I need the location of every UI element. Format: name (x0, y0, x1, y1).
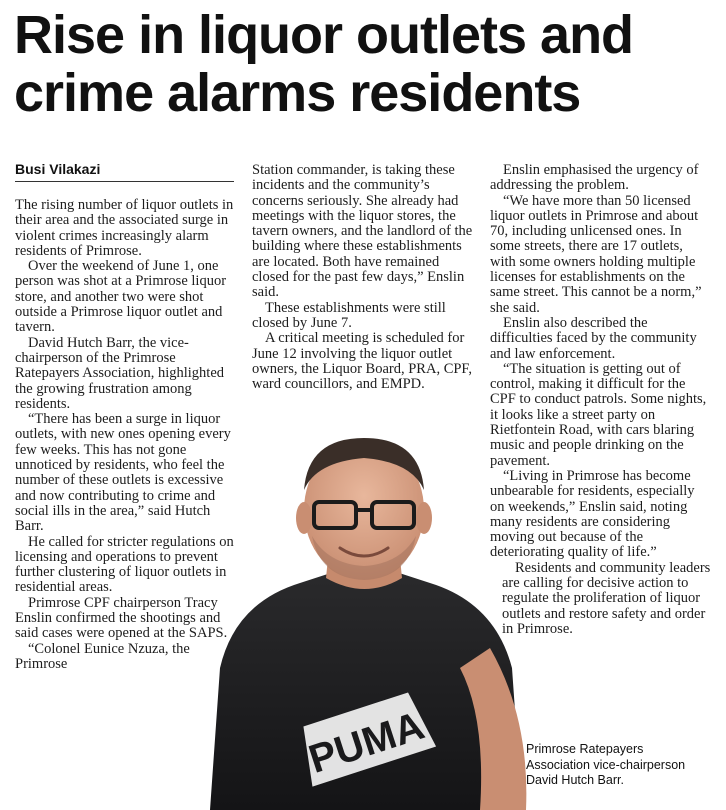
shirt-logo-text: PUMA (303, 703, 430, 782)
paragraph: Station commander, is taking these incidents and the community’s concerns seriously. She already had meetings with the liquor stores, the tavern owners, and the landlord of the building where these establishments are located. Both have remained closed for the past few days,” Enslin said. (252, 162, 473, 301)
paragraph: A critical meeting is scheduled for June 12 involving the liquor outlet owners, the Liquor Board, PRA, CPF, ward councillors, and EMPD. (252, 330, 472, 393)
paragraph: Enslin also described the difficulties faced by the community and law enforcement. (490, 314, 697, 362)
article-column-2 (252, 163, 474, 392)
caption-line: David Hutch Barr. (526, 773, 624, 787)
portrait-illustration (190, 418, 538, 810)
headline-line-2: crime alarms residents (14, 63, 581, 123)
headline-line-1: Rise in liquor outlets and (14, 5, 634, 65)
paragraph: These establishments were still closed by June 7. (252, 299, 446, 331)
paragraph: Primrose CPF chairperson Tracy Enslin confirmed the shootings and said cases were opened at the SAPS. (15, 594, 228, 642)
paragraph: Over the weekend of June 1, one person was shot at a Primrose liquor store, and another two were shot outside a Primrose liquor outlet and tavern. (15, 258, 227, 336)
portrait-photo (190, 418, 538, 810)
caption-line: Association vice-chairperson (526, 757, 686, 772)
photo-caption (526, 742, 722, 789)
caption-line: Primrose Ratepayers (526, 742, 644, 756)
paragraph: “Colonel Eunice Nzuza, the Primrose (15, 640, 190, 672)
paragraph: “We have more than 50 licensed liquor outlets in Primrose and about 70, including unlicensed ones. In some streets, there are 17 outlets, with some owners holding multiple licenses for establishments on the same street. This cannot be a norm,” she said. (490, 192, 702, 316)
paragraph: The rising number of liquor outlets in their area and the associated surge in violent crimes increasingly alarm residents of Primrose. (15, 197, 234, 259)
byline: Busi Vilakazi (15, 160, 234, 182)
paragraph: “Living in Primrose has become unbearable for residents, especially on weekends,” Enslin said, noting many residents are considering moving out because of the deteriorating quality of life.” (490, 467, 695, 561)
paragraph: Enslin emphasised the urgency of addressing the problem. (490, 162, 699, 194)
headline (14, 6, 718, 122)
paragraph: Residents and community leaders are calling for decisive action to regulate the proliferation of liquor outlets and restore safety and order in Primrose. (502, 559, 711, 637)
paragraph: “The situation is getting out of control, making it difficult for the CPF to conduct patrols. Some nights, it looks like a street party on Rietfontein Road, with cars blaring music and people drinking on the pavement. (490, 360, 707, 469)
paragraph: “There has been a surge in liquor outlets, with new ones opening every few weeks. This has not gone unnoticed by residents, who feel the number of these outlets is excessive and now contributing to crime and social ills in the area,” said Hutch Barr. (15, 411, 231, 535)
paragraph: David Hutch Barr, the vice-chairperson of the Primrose Ratepayers Association, highlighted the growing frustration among residents. (15, 334, 225, 412)
paragraph: He called for stricter regulations on licensing and operations to prevent further clustering of liquor outlets in residential areas. (15, 533, 234, 596)
